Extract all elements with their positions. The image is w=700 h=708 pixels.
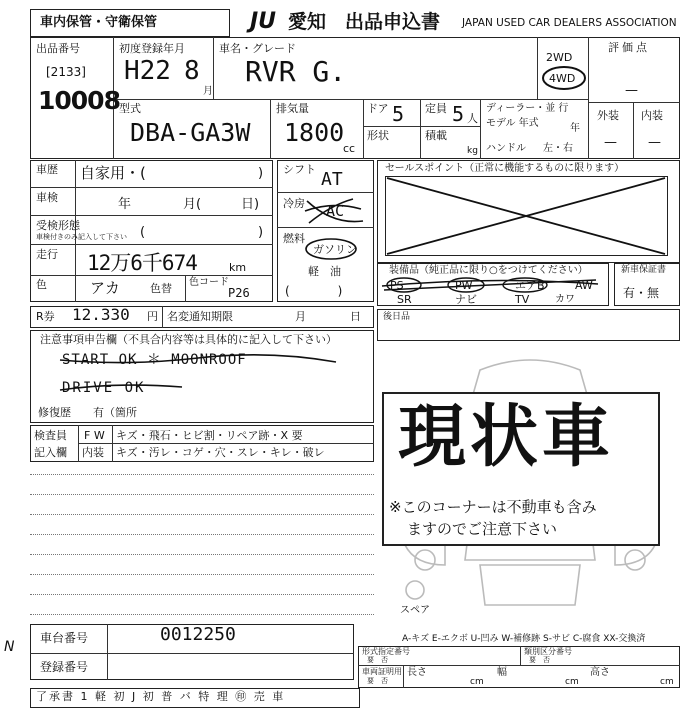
inspector-row1-items: キズ・飛石・ヒビ割・リペア跡・X 要 xyxy=(116,429,303,442)
chassis-value: 0012250 xyxy=(160,624,236,645)
drive-4wd: 4WD xyxy=(549,72,576,85)
notes-line1: START OK ＊ MOONROOF xyxy=(62,352,247,368)
load-label: 積載 xyxy=(425,129,447,142)
load-unit: kg xyxy=(467,146,478,156)
color-value: アカ xyxy=(90,279,120,297)
name-change-label: 名変通知期限 xyxy=(167,310,233,323)
status-note-1: ※このコーナーは不動車も含み xyxy=(389,498,597,516)
color-code-value: P26 xyxy=(228,286,250,300)
fuel-label: 燃料 xyxy=(283,232,305,245)
doors-value: 5 xyxy=(392,102,405,126)
aircon-value: AC xyxy=(326,202,345,220)
sales-point-cross xyxy=(385,176,668,256)
form-title: 出品申込書 xyxy=(345,11,441,33)
mileage-label: 走行 xyxy=(36,248,58,261)
notes-line2: DRIVE OK xyxy=(62,380,146,396)
inspector-row2-items: キズ・汚レ・コゲ・穴・スレ・キレ・破レ xyxy=(116,446,325,459)
history-close: ) xyxy=(258,166,264,181)
notes-line1-strike xyxy=(58,352,340,372)
capacity-label: 定員 xyxy=(425,102,447,115)
lot-number: 10008 xyxy=(38,86,120,115)
first-reg-year: H22 xyxy=(124,56,171,86)
inspection-label: 車検 xyxy=(36,191,58,204)
equip-tv: TV xyxy=(515,293,530,306)
handle-label: ハンドル xyxy=(486,143,526,154)
footer-strip-text: 了承書 1 軽 初 J 初 普 バ 特 理 ㊞ 売 車 xyxy=(36,690,286,703)
equipment-label: 装備品（純正品に限り○をつけてください） xyxy=(389,265,588,276)
lot-label: 出品番号 xyxy=(36,42,80,55)
recycle-label: R券 xyxy=(36,310,55,323)
name-change-day: 日 xyxy=(350,310,361,323)
aircon-cross-mark xyxy=(303,197,365,227)
history-value: 自家用・( xyxy=(80,164,146,182)
transfer-note: 車検付きのみ記入して下さい xyxy=(36,233,127,241)
history-label: 車歴 xyxy=(36,163,58,176)
transfer-label: 受検形態 xyxy=(36,219,80,232)
equip-aw: AW xyxy=(575,279,593,292)
drive-2wd: 2WD xyxy=(546,51,573,64)
width-unit: cm xyxy=(565,677,579,687)
car-name-label: 車名・グレード xyxy=(219,42,296,55)
storage-label: 車内保管・守衛保管 xyxy=(40,15,158,30)
status-note-2: ますのでご注意下さい xyxy=(407,520,558,538)
drive-4wd-circle xyxy=(540,64,590,94)
displacement-value: 1800 xyxy=(284,118,345,147)
name-change-month: 月 xyxy=(295,310,306,323)
mileage-unit: km xyxy=(229,261,247,274)
color-code-label: 色コード xyxy=(189,277,229,288)
shift-label: シフト xyxy=(283,163,316,176)
ju-logo: JU xyxy=(250,9,277,34)
equipment-strikethrough xyxy=(380,274,602,294)
inspection-year-unit: 年 xyxy=(118,197,132,212)
model-year-unit: 年 xyxy=(570,123,580,134)
margin-mark: N xyxy=(4,639,15,655)
inspector-label-2: 記入欄 xyxy=(34,446,67,459)
warranty-label: 新車保証書 xyxy=(621,265,667,275)
shift-value: AT xyxy=(321,169,343,190)
designation-yoshin-1: 要 否 xyxy=(367,656,388,664)
car-name-value: RVR G. xyxy=(245,55,347,88)
length-label: 長さ xyxy=(407,667,427,678)
model-value: DBA-GA3W xyxy=(130,118,251,147)
inspector-row2-head: 内装 xyxy=(82,446,104,459)
fuel-gasoline: ガソリン xyxy=(313,243,357,256)
designation-yoshin-2: 要 否 xyxy=(529,656,550,664)
equip-ps: PS xyxy=(390,279,404,292)
sales-point-label: セールスポイント（正常に機能するものに限ります） xyxy=(385,163,625,174)
spare-label: スペア xyxy=(400,605,430,616)
capacity-value: 5 xyxy=(452,102,465,126)
color-change-label: 色替 xyxy=(150,282,172,295)
equip-airbag: エアB xyxy=(515,279,545,292)
height-label: 高さ xyxy=(590,667,610,678)
dealer-label: ディーラー・並 行 xyxy=(486,103,569,114)
first-reg-label: 初度登録年月 xyxy=(119,42,185,55)
warranty-value: 有・無 xyxy=(623,286,660,300)
fuel-light-oil: 軽 油 xyxy=(308,265,341,278)
transfer-close: ) xyxy=(258,225,264,240)
notes-label: 注意事項申告欄（不具合内容等は具体的に記入して下さい） xyxy=(40,333,337,346)
exterior-label: 外装 xyxy=(597,109,619,122)
rear-items-frame xyxy=(377,309,680,341)
doors-label: ドア xyxy=(367,102,389,115)
shape-label: 形状 xyxy=(367,129,389,142)
equip-pw: PW xyxy=(455,279,473,292)
displacement-unit: cc xyxy=(343,142,356,155)
association-en: JAPAN USED CAR DEALERS ASSOCIATION xyxy=(462,17,677,29)
score-value: — xyxy=(625,83,638,98)
model-year-label: モデル 年式 xyxy=(486,118,539,129)
length-unit: cm xyxy=(470,677,484,687)
dimension-label: 車両証明用 xyxy=(362,667,402,676)
aircon-label: 冷房 xyxy=(283,197,305,210)
exterior-value: — xyxy=(604,135,617,150)
color-label: 色 xyxy=(36,278,47,291)
equip-sr: SR xyxy=(397,293,412,306)
damage-legend: A-キズ E-エクボ U-凹み W-補修跡 S-サビ C-腐食 XX-交換済 xyxy=(402,634,646,644)
status-title: 現状車 xyxy=(398,398,615,477)
fuel-paren: ( ) xyxy=(285,284,343,298)
fuel-gasoline-circle xyxy=(304,236,360,260)
designation-label-1: 形式指定番号 xyxy=(362,647,410,656)
transfer-open: ( xyxy=(140,225,146,240)
first-reg-month: 8 xyxy=(184,56,200,86)
interior-value: — xyxy=(648,135,661,150)
notes-line2-strike xyxy=(58,378,186,398)
equip-navi: ナビ xyxy=(455,293,477,306)
recycle-value: 12.330 xyxy=(72,305,130,324)
rear-items-label: 後日品 xyxy=(383,312,411,322)
inspector-row1-head: F W xyxy=(84,429,105,442)
equip-leather: カワ xyxy=(555,294,575,305)
lot-code: [2133] xyxy=(46,65,86,79)
handle-lr: 左・右 xyxy=(543,143,573,154)
height-unit: cm xyxy=(660,677,674,687)
width-label: 幅 xyxy=(497,667,507,678)
dimension-yoshin: 要 否 xyxy=(367,677,388,685)
inspection-day-unit: 日) xyxy=(241,197,260,212)
recycle-unit: 円 xyxy=(147,310,158,323)
interior-label: 内装 xyxy=(641,109,663,122)
capacity-unit: 人 xyxy=(467,112,478,125)
designation-label-2: 類別区分番号 xyxy=(524,647,572,656)
registration-label: 登録番号 xyxy=(40,660,89,674)
chassis-label: 車台番号 xyxy=(40,631,89,645)
displacement-label: 排気量 xyxy=(276,102,309,115)
inspector-label-1: 検査員 xyxy=(34,429,67,442)
inspection-month-unit: 月( xyxy=(183,197,202,212)
score-label: 評価点 xyxy=(608,41,650,54)
mileage-value: 12万6千674 xyxy=(87,251,197,275)
association-name: 愛知 xyxy=(288,11,327,33)
repair-history: 修復歴 有（箇所 xyxy=(38,406,137,419)
model-label: 型式 xyxy=(119,102,141,115)
first-reg-month-unit: 月 xyxy=(203,86,213,97)
